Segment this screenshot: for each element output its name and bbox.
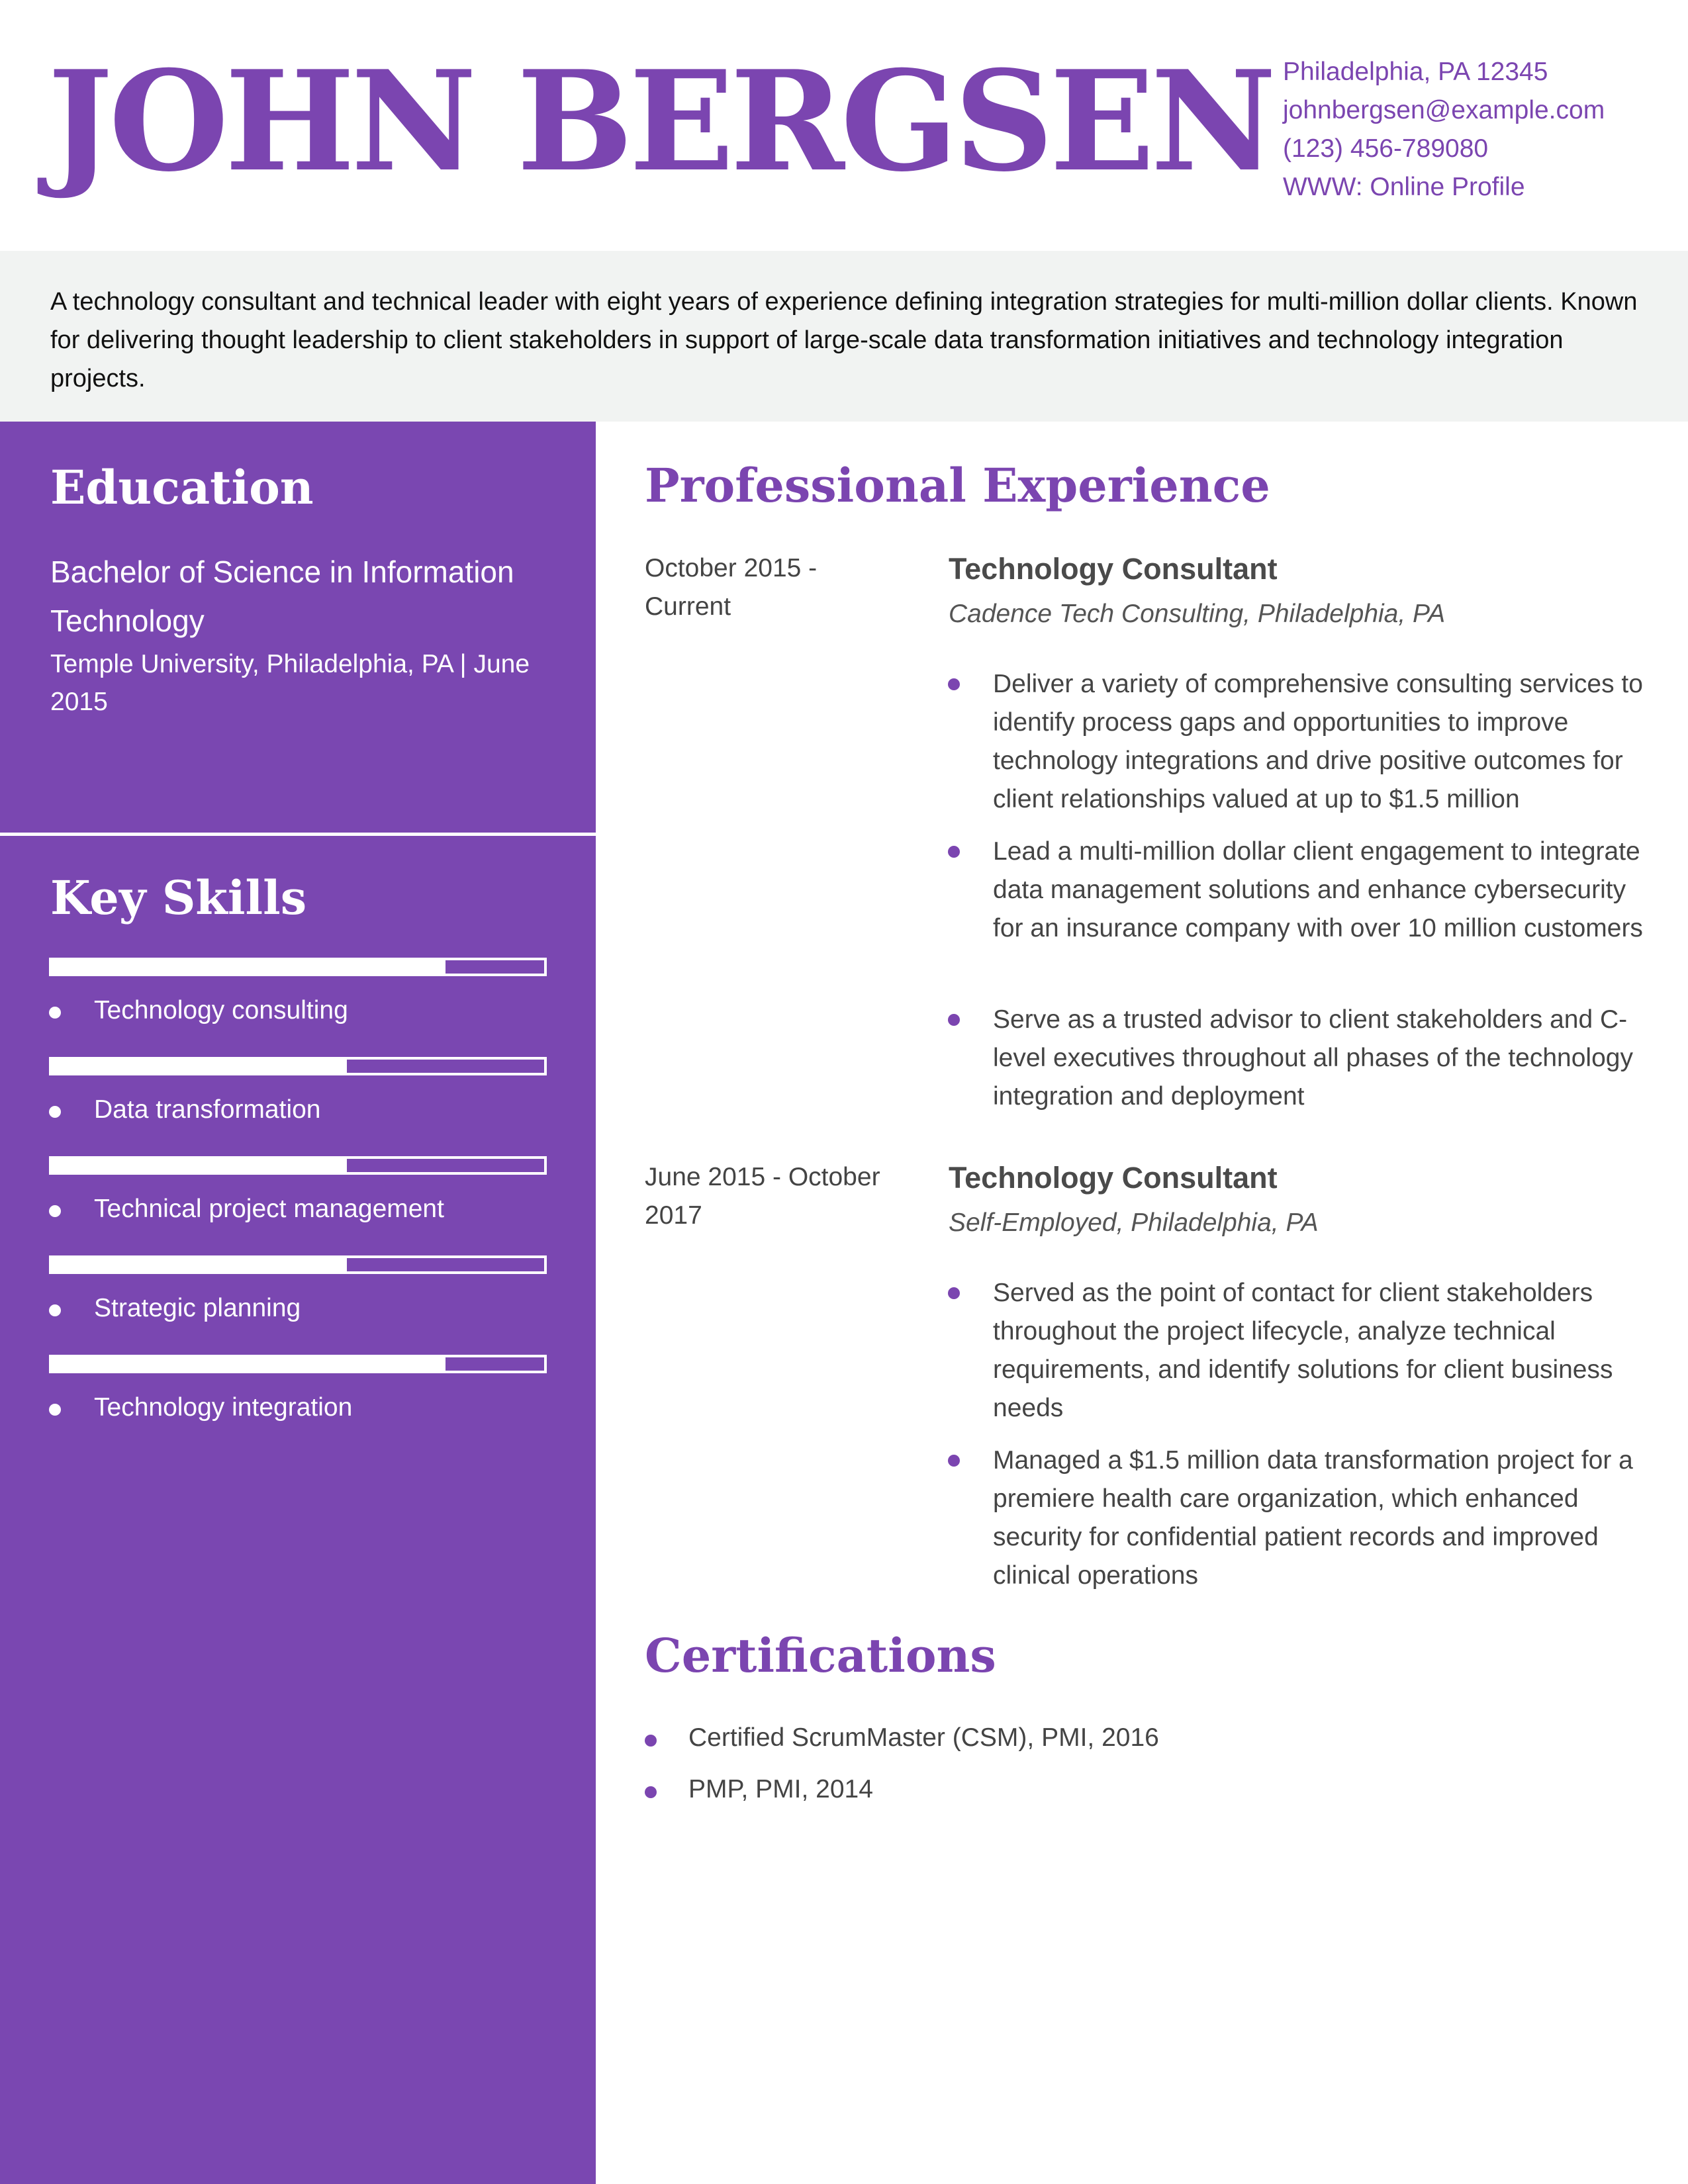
bullet-dot: [948, 846, 960, 858]
job-bullet: Deliver a variety of comprehensive consulting services to identify process gaps and opportunities to improve technology integrations and drive positive outcomes for client relationships valued at up to $1.5 million: [993, 670, 1643, 813]
skill-label: Technology consulting: [94, 996, 348, 1024]
job-title: Technology Consultant: [949, 1161, 1278, 1195]
skill-bullet: [49, 1304, 61, 1316]
job-title: Technology Consultant: [949, 552, 1278, 586]
skills-heading: Key Skills: [50, 870, 307, 925]
skill-level-bar: [49, 1156, 547, 1175]
education-heading: Education: [50, 460, 314, 515]
skill-label: Technical project management: [94, 1195, 444, 1223]
bullet-dot: [948, 1287, 960, 1299]
certification-item: PMP, PMI, 2014: [688, 1775, 873, 1803]
bullet-dot: [645, 1786, 657, 1798]
education-degree: Bachelor of Science in Information Technology: [50, 555, 514, 638]
skill-level-fill: [52, 1258, 347, 1271]
job-bullet: Lead a multi-million dollar client engagement to integrate data management solutions and enhance cybersecurity for an insurance company with over 10 million customers: [993, 837, 1643, 942]
candidate-name: JOHN BERGSEN: [48, 41, 1273, 203]
skill-level-bar: [49, 1255, 547, 1274]
skill-level-fill: [52, 1060, 347, 1073]
job-bullet: Managed a $1.5 million data transformation project for a premiere health care organization, which enhanced security for confidential patient records and improved clinical operations: [993, 1446, 1633, 1590]
skill-label: Technology integration: [94, 1393, 353, 1422]
bullet-dot: [948, 678, 960, 690]
contact-phone: (123) 456-789080: [1283, 134, 1489, 163]
skill-label: Strategic planning: [94, 1294, 301, 1322]
skill-bullet: [49, 1106, 61, 1118]
job-company: Cadence Tech Consulting, Philadelphia, PA: [949, 600, 1446, 628]
skill-label: Data transformation: [94, 1095, 321, 1124]
contact-website-link[interactable]: WWW: Online Profile: [1283, 173, 1525, 201]
experience-heading: Professional Experience: [645, 458, 1270, 513]
job-bullet: Served as the point of contact for client stakeholders throughout the project lifecycle, analyze technical requirements, and identify solutions for client business needs: [993, 1279, 1613, 1422]
contact-block: [1283, 53, 1605, 206]
skill-level-bar: [49, 1057, 547, 1075]
job-date: October 2015 - Current: [645, 554, 818, 621]
bullet-dot: [948, 1014, 960, 1026]
sidebar: [0, 422, 596, 2184]
bullet-dot: [645, 1735, 657, 1747]
skill-bullet: [49, 1404, 61, 1416]
skill-level-fill: [52, 1159, 347, 1172]
skill-bullet: [49, 1205, 61, 1217]
skill-level-bar: [49, 958, 547, 976]
job-company: Self-Employed, Philadelphia, PA: [949, 1208, 1319, 1237]
summary-section: [0, 251, 1688, 422]
skill-level-fill: [52, 960, 445, 974]
sidebar-divider: [0, 833, 596, 836]
job-bullet: Serve as a trusted advisor to client stakeholders and C-level executives throughout all phases of the technology integration and deployment: [993, 1005, 1633, 1111]
skill-bullet: [49, 1007, 61, 1019]
certification-item: Certified ScrumMaster (CSM), PMI, 2016: [688, 1723, 1159, 1752]
certifications-heading: Certifications: [645, 1628, 996, 1683]
skill-level-fill: [52, 1357, 445, 1371]
job-date: June 2015 - October 2017: [645, 1163, 880, 1230]
summary-text: A technology consultant and technical leader with eight years of experience defining integration strategies for multi-million dollar clients. Known for delivering thought leadership to client stakeholders in support of large-scale data transformation initiatives and technology integration projects.: [50, 288, 1638, 392]
bullet-dot: [948, 1455, 960, 1467]
contact-email[interactable]: johnbergsen@example.com: [1283, 96, 1605, 124]
education-school: Temple University, Philadelphia, PA | June 2015: [50, 650, 530, 716]
skill-level-bar: [49, 1355, 547, 1373]
contact-location: Philadelphia, PA 12345: [1283, 58, 1548, 86]
